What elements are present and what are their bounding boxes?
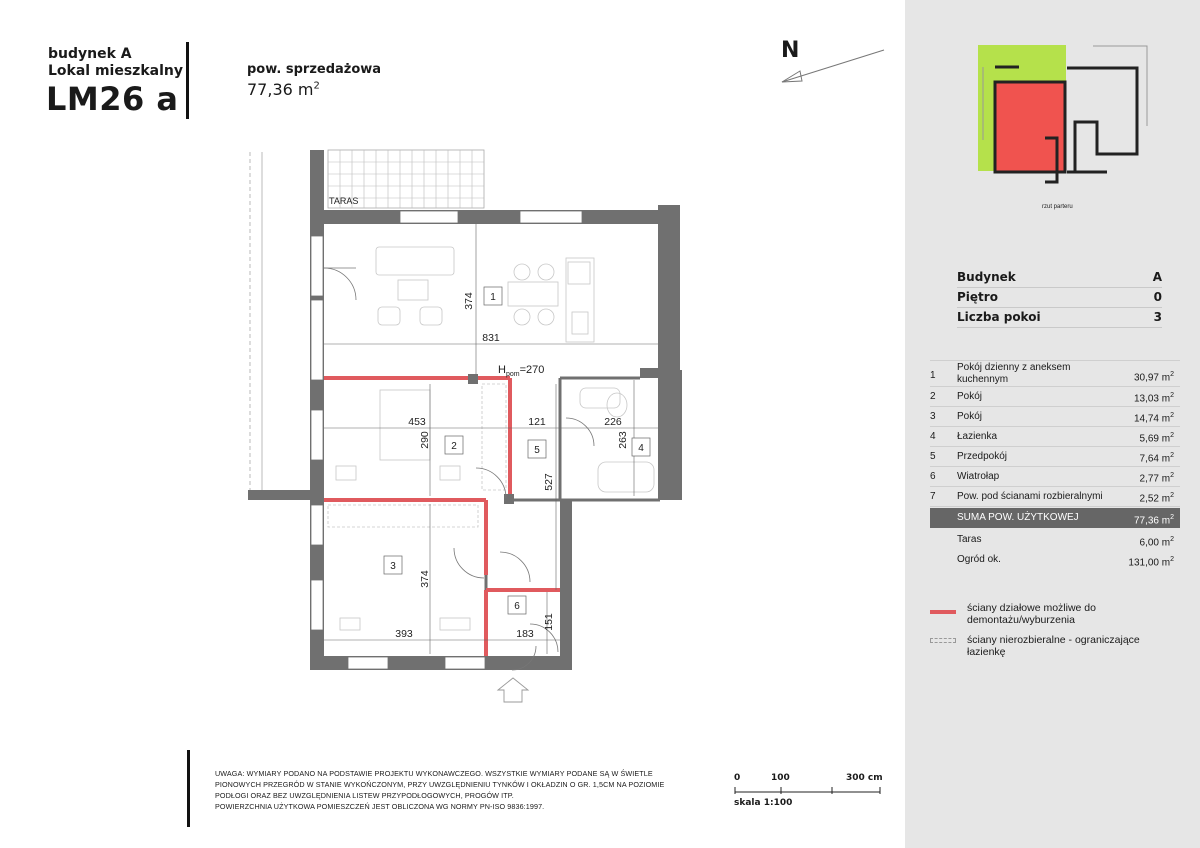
dim-label: 831 [482,332,500,344]
room-row: 4 Łazienka 5,69 $m^2$ [930,428,1180,447]
scale-label: skala 1:100 [734,798,793,808]
dim-label: 527 [543,473,555,491]
dim-label: 183 [516,628,534,640]
legend-fixed-swatch [930,638,956,643]
key-plan-caption: rzut parteru [1042,204,1073,210]
entrance-arrow-icon [498,678,528,702]
unit-type-label: Lokal mieszkalny [48,63,183,79]
legend-removable-swatch [930,610,956,614]
legend-removable-text: ściany działowe możliwe do demontażu/wyburzenia [967,602,1096,626]
room-number-1: 1 [490,292,496,303]
room-number-6: 6 [514,601,520,612]
note-divider [187,750,190,827]
header-divider [186,42,189,119]
dim-label: 453 [408,416,426,428]
room-row: 1 Pokój dzienny z aneksem kuchennym 30,97 $m^2$ [930,362,1180,387]
summary-row: SUMA POW. UŻYTKOWEJ 77,36 $m^2$ [930,508,1180,528]
room-row: 3 Pokój 14,74 $m^2$ [930,408,1180,427]
info-row-rooms: Liczba pokoi 3 [957,307,1162,328]
floor-plan [240,140,700,710]
room-number-5: 5 [534,445,540,456]
terrace-label: TARAS [329,196,359,206]
room-number-2: 2 [451,441,457,452]
key-plan [975,42,1155,192]
dim-label: 374 [463,292,475,310]
sales-area-value: 77,36 $m^2$ [247,80,320,99]
info-row-floor: Piętro 0 [957,287,1162,308]
scale-bar [734,784,884,798]
disclaimer-note: UWAGA: WYMIARY PODANO NA PODSTAWIE PROJEKTU WYKONAWCZEGO. WSZYSTKIE WYMIARY PODANE SĄ W ŚWIETLE PIONOWYCH PRZEGRÓD W STANIE WYKOŃCZONYM, PRZY UWZGLĘDNIENIU TYNKÓW I OKŁADZIN O GR. 1,5CM NA POZIOMIE PODŁOGI ORAZ BEZ UWZGLĘDNIENIA LISTEW PRZYPODŁOGOWYCH, PROGÓW ITP. POWIERZCHNIA UŻYTKOWA POMIESZCZEŃ JEST OBLICZONA WG NORMY PN-ISO 9836:1997. [215,769,665,811]
unit-code: LM26 a [46,80,179,118]
room-row: 2 Pokój 13,03 $m^2$ [930,388,1180,407]
garden-row: Ogród ok. 131,00 $m^2$ [957,554,1174,569]
sales-area-label: pow. sprzedażowa [247,62,382,77]
room-number-4: 4 [638,443,644,454]
room-row: 6 Wiatrołap 2,77 $m^2$ [930,468,1180,487]
building-label: budynek A [48,46,132,62]
scale-tick-300: 300 cm [846,773,883,783]
legend-fixed-text: ściany nierozbieralne - ograniczające łazienkę [967,634,1140,658]
scale-tick-100: 100 [771,773,790,783]
room-row: 7 Pow. pod ścianami rozbieralnymi 2,52 $m^2$ [930,488,1180,507]
scale-tick-0: 0 [734,773,741,783]
north-arrow-icon [778,45,888,90]
unit-highlight [995,82,1065,172]
dim-label: 121 [528,416,546,428]
height-label: $H_{pom}=270$ [498,364,545,378]
info-row-building: Budynek A [957,267,1162,288]
dim-label: 290 [419,431,431,449]
north-label: N [781,38,800,63]
dim-label: 263 [617,431,629,449]
dim-label: 374 [419,570,431,588]
terrace-row: Taras 6,00 $m^2$ [957,534,1174,549]
dim-label: 393 [395,628,413,640]
room-row: 5 Przedpokój 7,64 $m^2$ [930,448,1180,467]
room-number-3: 3 [390,561,396,572]
dim-label: 226 [604,416,622,428]
dim-label: 151 [543,613,555,631]
